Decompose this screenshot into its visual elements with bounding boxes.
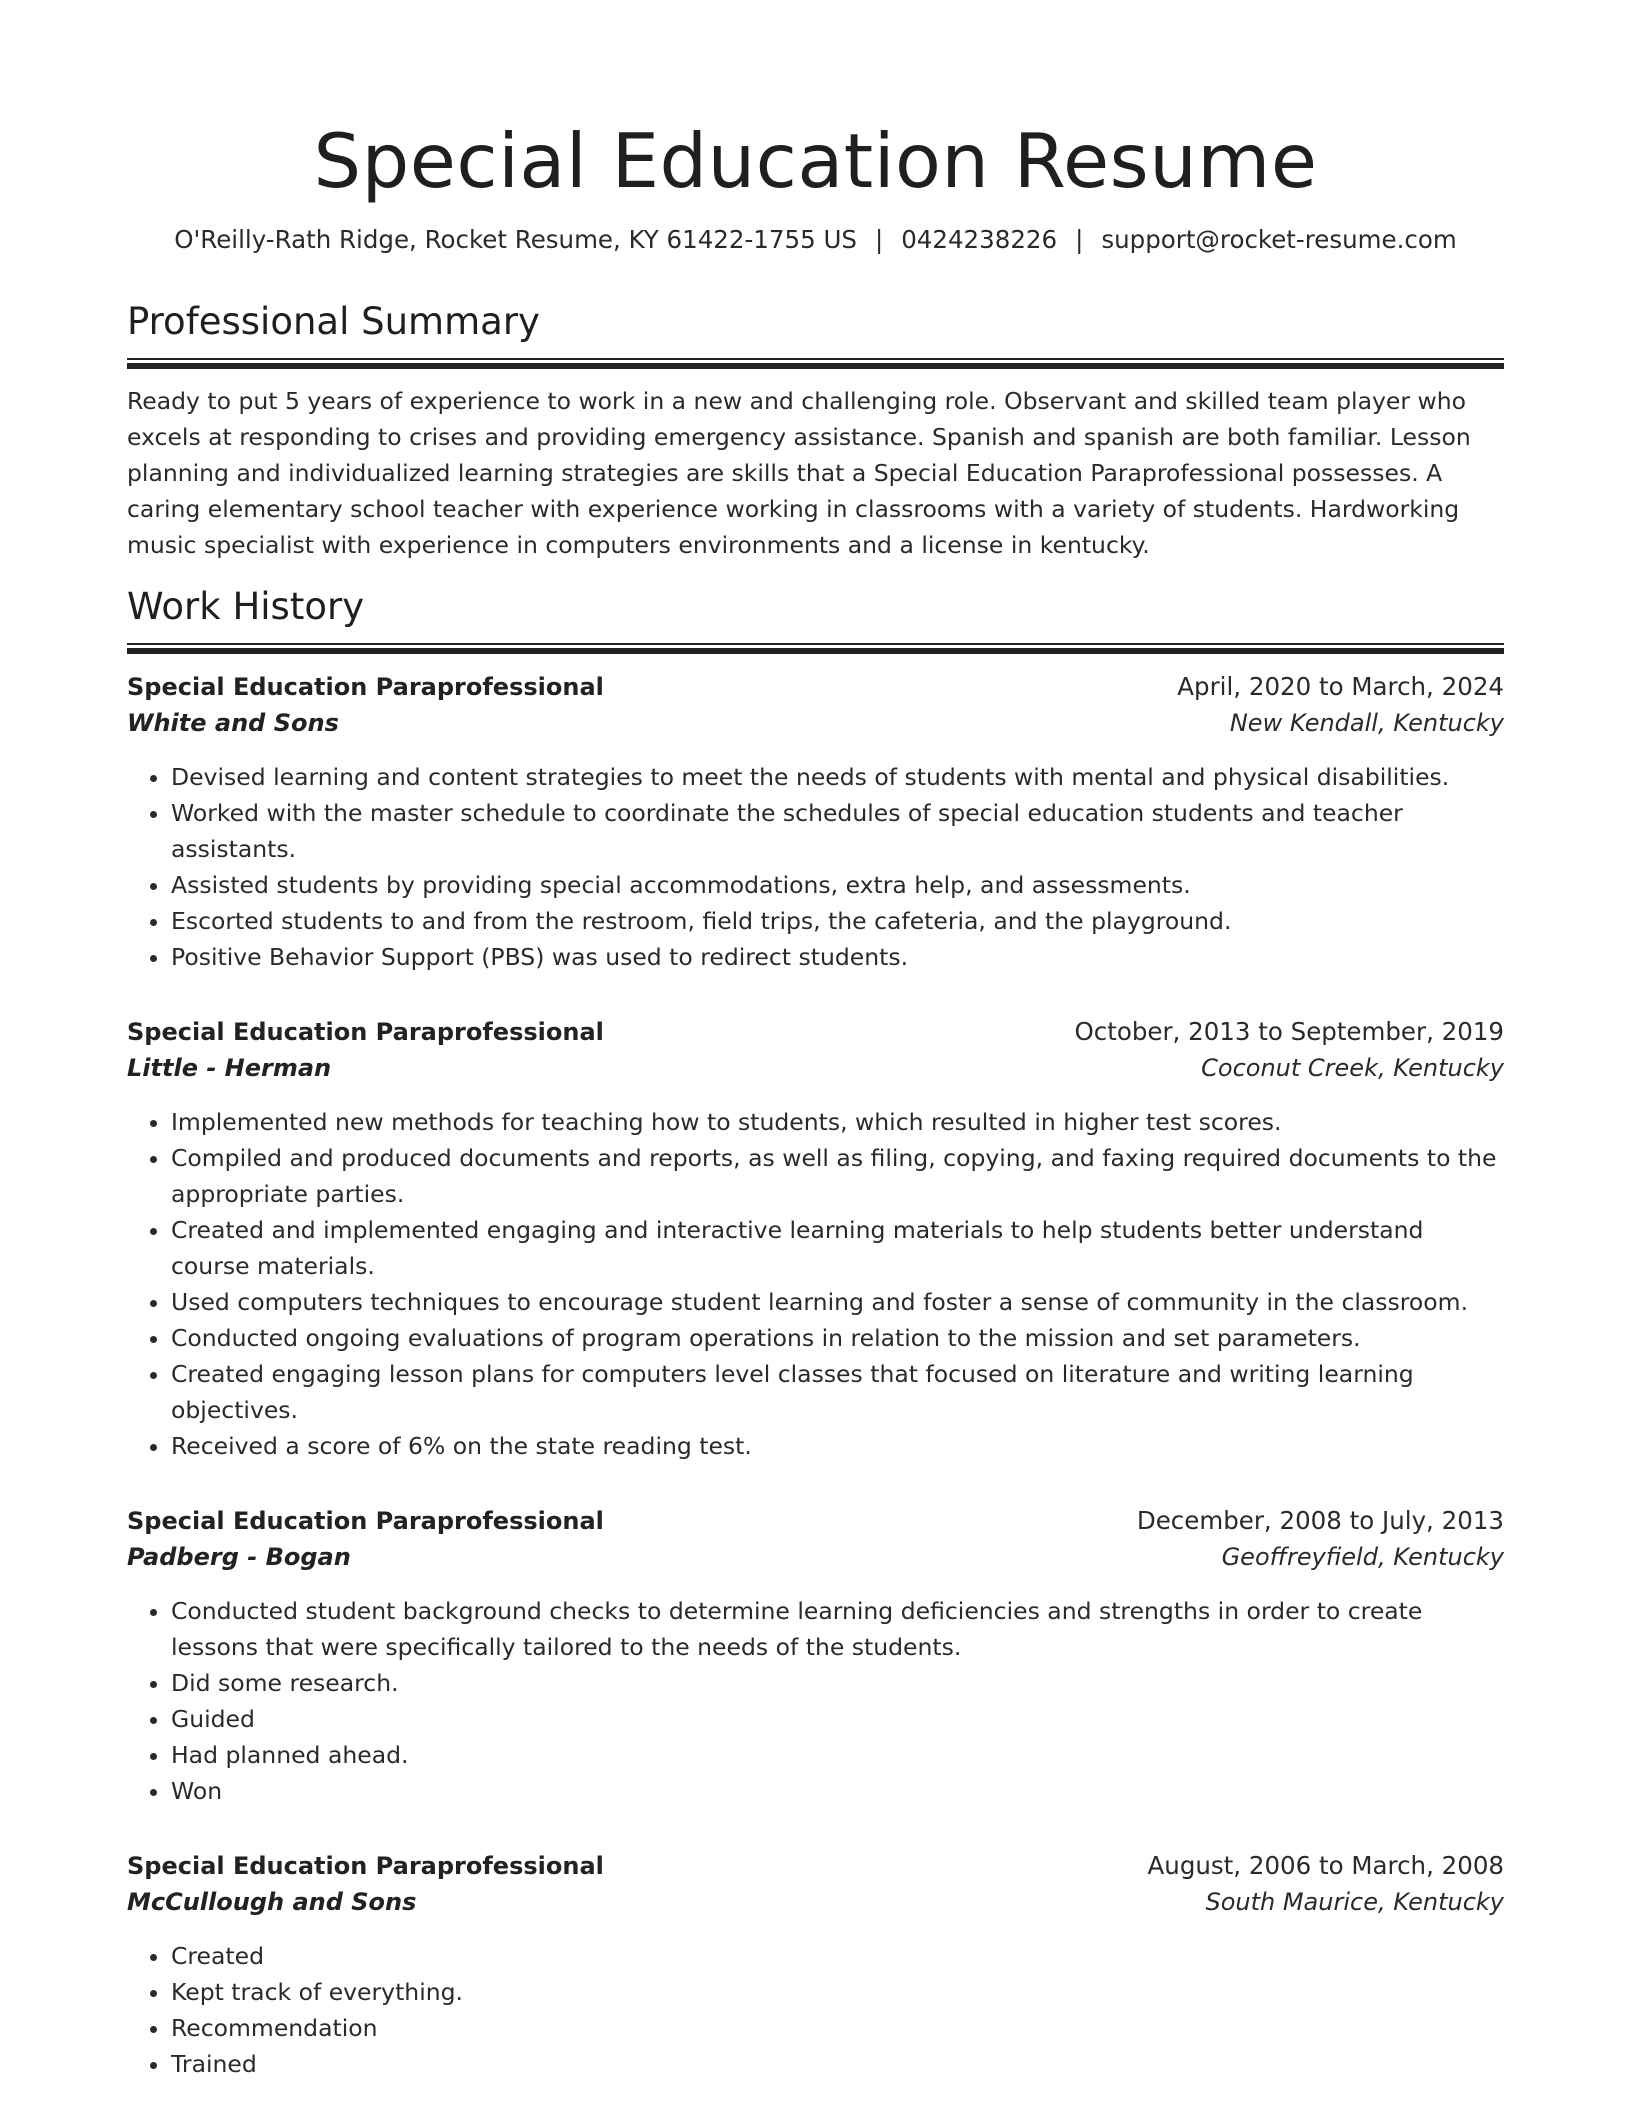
job-employer: White and Sons bbox=[127, 709, 339, 738]
job-title: Special Education Paraprofessional bbox=[127, 1507, 604, 1536]
job-employer: McCullough and Sons bbox=[127, 1888, 417, 1917]
job-entry bbox=[127, 1017, 1504, 1464]
contact-separator: | bbox=[1075, 224, 1084, 254]
contact-phone: 0424238226 bbox=[901, 224, 1058, 254]
job-title: Special Education Paraprofessional bbox=[127, 1018, 604, 1047]
job-employer-row bbox=[127, 1543, 1504, 1571]
job-duty: • Conducted student background checks to determine learning deficiencies and strengths in order to create lessons that were specifically tailored to the needs of the students. bbox=[171, 1593, 1504, 1665]
resume-page bbox=[127, 0, 1504, 2082]
job-duty: • Worked with the master schedule to coordinate the schedules of special education students and teacher assistants. bbox=[171, 795, 1504, 867]
job-duty: • Did some research. bbox=[171, 1665, 1504, 1701]
job-dates: April, 2020 to March, 2024 bbox=[1177, 672, 1504, 702]
job-duties-list bbox=[127, 1593, 1504, 1809]
job-employer-row bbox=[127, 1054, 1504, 1082]
job-duty: • Created and implemented engaging and interactive learning materials to help students better understand course materials. bbox=[171, 1212, 1504, 1284]
job-location: Geoffreyfield, Kentucky bbox=[1221, 1543, 1504, 1572]
job-duty: • Conducted ongoing evaluations of program operations in relation to the mission and set parameters. bbox=[171, 1320, 1504, 1356]
job-dates: October, 2013 to September, 2019 bbox=[1074, 1017, 1504, 1047]
job-header-row bbox=[127, 672, 1504, 701]
summary-heading: Professional Summary bbox=[127, 299, 540, 343]
job-duty: • Received a score of 6% on the state reading test. bbox=[171, 1428, 1504, 1464]
job-duty: • Had planned ahead. bbox=[171, 1737, 1504, 1773]
job-title: Special Education Paraprofessional bbox=[127, 673, 604, 702]
resume-title: Special Education Resume bbox=[313, 117, 1318, 205]
job-dates: December, 2008 to July, 2013 bbox=[1136, 1506, 1504, 1536]
job-header-row bbox=[127, 1506, 1504, 1535]
job-entry bbox=[127, 1851, 1504, 2082]
job-duties-list bbox=[127, 1104, 1504, 1464]
section-divider bbox=[127, 358, 1504, 369]
summary-text: Ready to put 5 years of experience to work in a new and challenging role. Observant and skilled team player who excels at responding to crises and providing emergency assistance. Spanish and spanish are both familiar. Lesson planning and individualized learning strategies are skills that a Special Education Paraprofessional possesses. A caring elementary school teacher with experience working in classrooms with a variety of students. Hardworking music specialist with experience in computers environments and a license in kentucky. bbox=[127, 387, 1471, 560]
job-duty: • Created bbox=[171, 1938, 1504, 1974]
contact-address: O'Reilly-Rath Ridge, Rocket Resume, KY 61422-1755 US bbox=[174, 224, 857, 254]
work-history-heading: Work History bbox=[127, 584, 365, 628]
contact-line bbox=[127, 225, 1504, 254]
job-duty: • Compiled and produced documents and reports, as well as filing, copying, and faxing required documents to the appropriate parties. bbox=[171, 1140, 1504, 1212]
job-header-row bbox=[127, 1017, 1504, 1046]
job-employer: Padberg - Bogan bbox=[127, 1543, 351, 1572]
job-duty: • Positive Behavior Support (PBS) was used to redirect students. bbox=[171, 939, 1504, 975]
job-duties-list bbox=[127, 759, 1504, 975]
job-location: New Kendall, Kentucky bbox=[1229, 709, 1504, 738]
job-duty: • Won bbox=[171, 1773, 1504, 1809]
job-entry bbox=[127, 1506, 1504, 1809]
job-employer-row bbox=[127, 709, 1504, 737]
job-duty: • Guided bbox=[171, 1701, 1504, 1737]
job-duty: • Assisted students by providing special accommodations, extra help, and assessments. bbox=[171, 867, 1504, 903]
job-duty: • Used computers techniques to encourage student learning and foster a sense of community in the classroom. bbox=[171, 1284, 1504, 1320]
job-employer: Little - Herman bbox=[127, 1054, 332, 1083]
job-duty: • Escorted students to and from the restroom, field trips, the cafeteria, and the playground. bbox=[171, 903, 1504, 939]
job-duty: • Implemented new methods for teaching how to students, which resulted in higher test scores. bbox=[171, 1104, 1504, 1140]
job-location: South Maurice, Kentucky bbox=[1205, 1888, 1504, 1917]
job-duty: • Created engaging lesson plans for computers level classes that focused on literature and writing learning objectives. bbox=[171, 1356, 1504, 1428]
job-header-row bbox=[127, 1851, 1504, 1880]
job-dates: August, 2006 to March, 2008 bbox=[1147, 1851, 1504, 1881]
job-duties-list bbox=[127, 1938, 1504, 2082]
job-duty: • Kept track of everything. bbox=[171, 1974, 1504, 2010]
contact-separator: | bbox=[874, 224, 884, 254]
job-duty: • Recommendation bbox=[171, 2010, 1504, 2046]
section-divider bbox=[127, 643, 1504, 654]
job-entry bbox=[127, 672, 1504, 975]
job-employer-row bbox=[127, 1888, 1504, 1916]
job-duty: • Devised learning and content strategies to meet the needs of students with mental and physical disabilities. bbox=[171, 759, 1504, 795]
job-location: Coconut Creek, Kentucky bbox=[1201, 1054, 1504, 1083]
contact-email: support@rocket-resume.com bbox=[1101, 224, 1457, 254]
job-duty: • Trained bbox=[171, 2046, 1504, 2082]
job-title: Special Education Paraprofessional bbox=[127, 1852, 604, 1881]
